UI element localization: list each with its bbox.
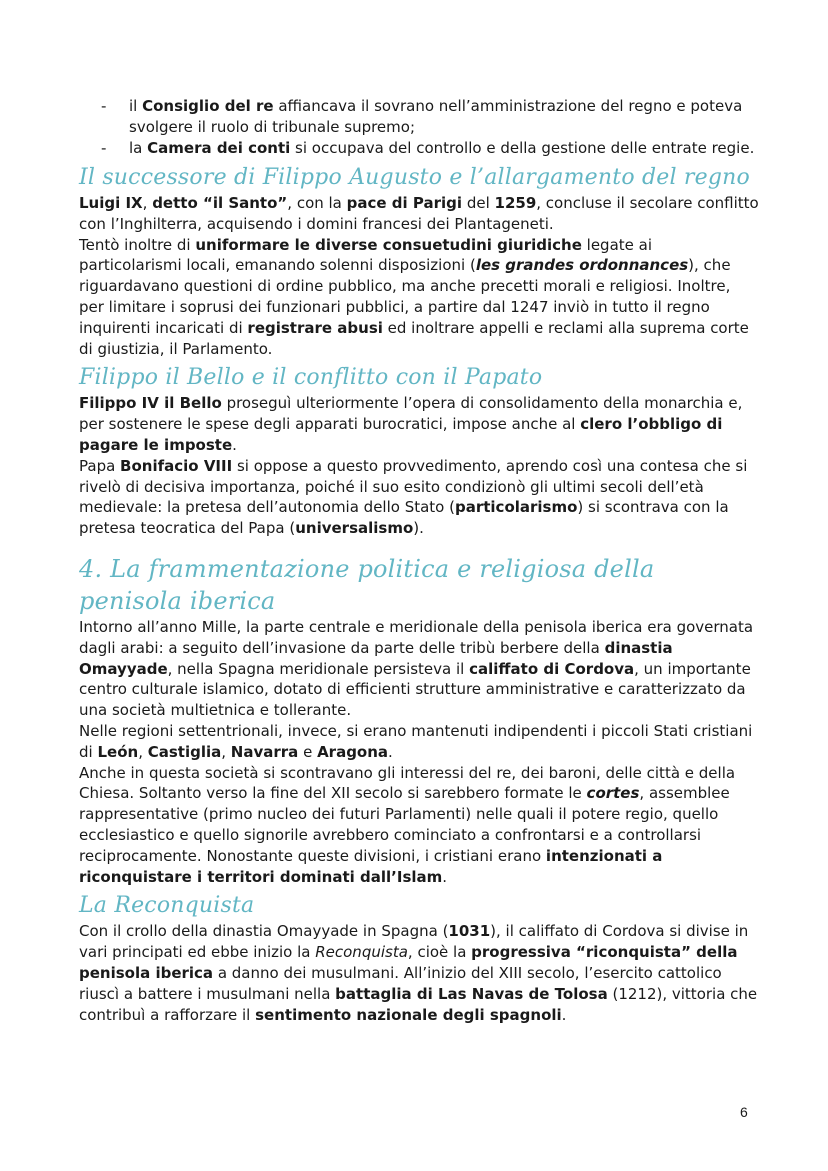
paragraph: Tentò inoltre di uniformare le diverse consuetudini giuridiche legate ai particolarismi locali, emanando solenni disposizioni (les grandes ordonnances), che riguardavano questioni di ordine pubblico, ma anche precetti morali e religiosi. Inoltre, per limitare i soprusi dei funzionari pubblici, a partire dal 1247 inviò in tutto il regno inquirenti incaricati di registrare abusi ed inoltrare appelli e reclami alla suprema corte di giustizia, il Parlamento. [79, 235, 749, 358]
paragraph: Luigi IX, detto “il Santo”, con la pace di Parigi del 1259, concluse il secolare conflitto con l’Inghilterra, acquisendo i domini francesi dei Plantageneti. [79, 194, 759, 233]
paragraph: Anche in questa società si scontravano gli interessi del re, dei baroni, delle città e della Chiesa. Soltanto verso la fine del XII secolo si sarebbero formate le cortes, assemblee rappresentative (primo nucleo dei futuri Parlamenti) nelle quali il potere regio, quello ecclesiastico e quello signorile avrebbero cominciato a confrontarsi e a controllarsi reciprocamente. Nonostante queste divisioni, i cristiani erano intenzionati a riconquistare i territori dominati dall’Islam. [79, 763, 736, 886]
paragraph: Intorno all’anno Mille, la parte centrale e meridionale della penisola iberica era governata dagli arabi: a seguito dell’invasione da parte delle tribù berbere della dinastia Omayyade, nella Spagna meridionale persisteva il califfato di Cordova, un importante centro culturale islamico, dotato di efficienti strutture amministrative e caratterizzato da una società multietnica e tollerante. [79, 617, 754, 720]
paragraph: Filippo IV il Bello proseguì ulteriormente l’opera di consolidamento della monarchia e, per sostenere le spese degli apparati burocratici, impose anche al clero l’obbligo di pagare le imposte. [79, 394, 743, 454]
bullet-list [79, 96, 759, 159]
section-heading: Il successore di Filippo Augusto e l’allargamento del regno [79, 165, 750, 190]
document-page [79, 96, 759, 1025]
paragraph: Papa Bonifacio VIII si oppose a questo provvedimento, aprendo così una contesa che si rivelò di decisiva importanza, poiché il suo esito condizionò gli ultimi secoli dell’età medievale: la pretesa dell’autonomia dello Stato (particolarismo) si scontrava con la pretesa teocratica del Papa (universalismo). [79, 456, 748, 538]
list-item: - il Consiglio del re affiancava il sovrano nell’amministrazione del regno e poteva svolgere il ruolo di tribunale supremo; [101, 97, 743, 136]
section-heading: La Reconquista [79, 893, 255, 919]
section-heading: Filippo il Bello e il conflitto con il Papato [79, 365, 543, 391]
chapter-heading: 4. La frammentazione politica e religiosa della penisola iberica [79, 554, 655, 615]
page-number: 6 [740, 1104, 748, 1120]
list-item: - la Camera dei conti si occupava del controllo e della gestione delle entrate regie. [101, 139, 755, 157]
paragraph: Nelle regioni settentrionali, invece, si erano mantenuti indipendenti i piccoli Stati cristiani di León, Castiglia, Navarra e Aragona. [79, 721, 753, 761]
paragraph: Con il crollo della dinastia Omayyade in Spagna (1031), il califfato di Cordova si divise in vari principati ed ebbe inizio la Reconquista, cioè la progressiva “riconquista” della penisola iberica a danno dei musulmani. All’inizio del XIII secolo, l’esercito cattolico riuscì a battere i musulmani nella battaglia di Las Navas de Tolosa (1212), vittoria che contribuì a rafforzare il sentimento nazionale degli spagnoli. [79, 922, 758, 1024]
